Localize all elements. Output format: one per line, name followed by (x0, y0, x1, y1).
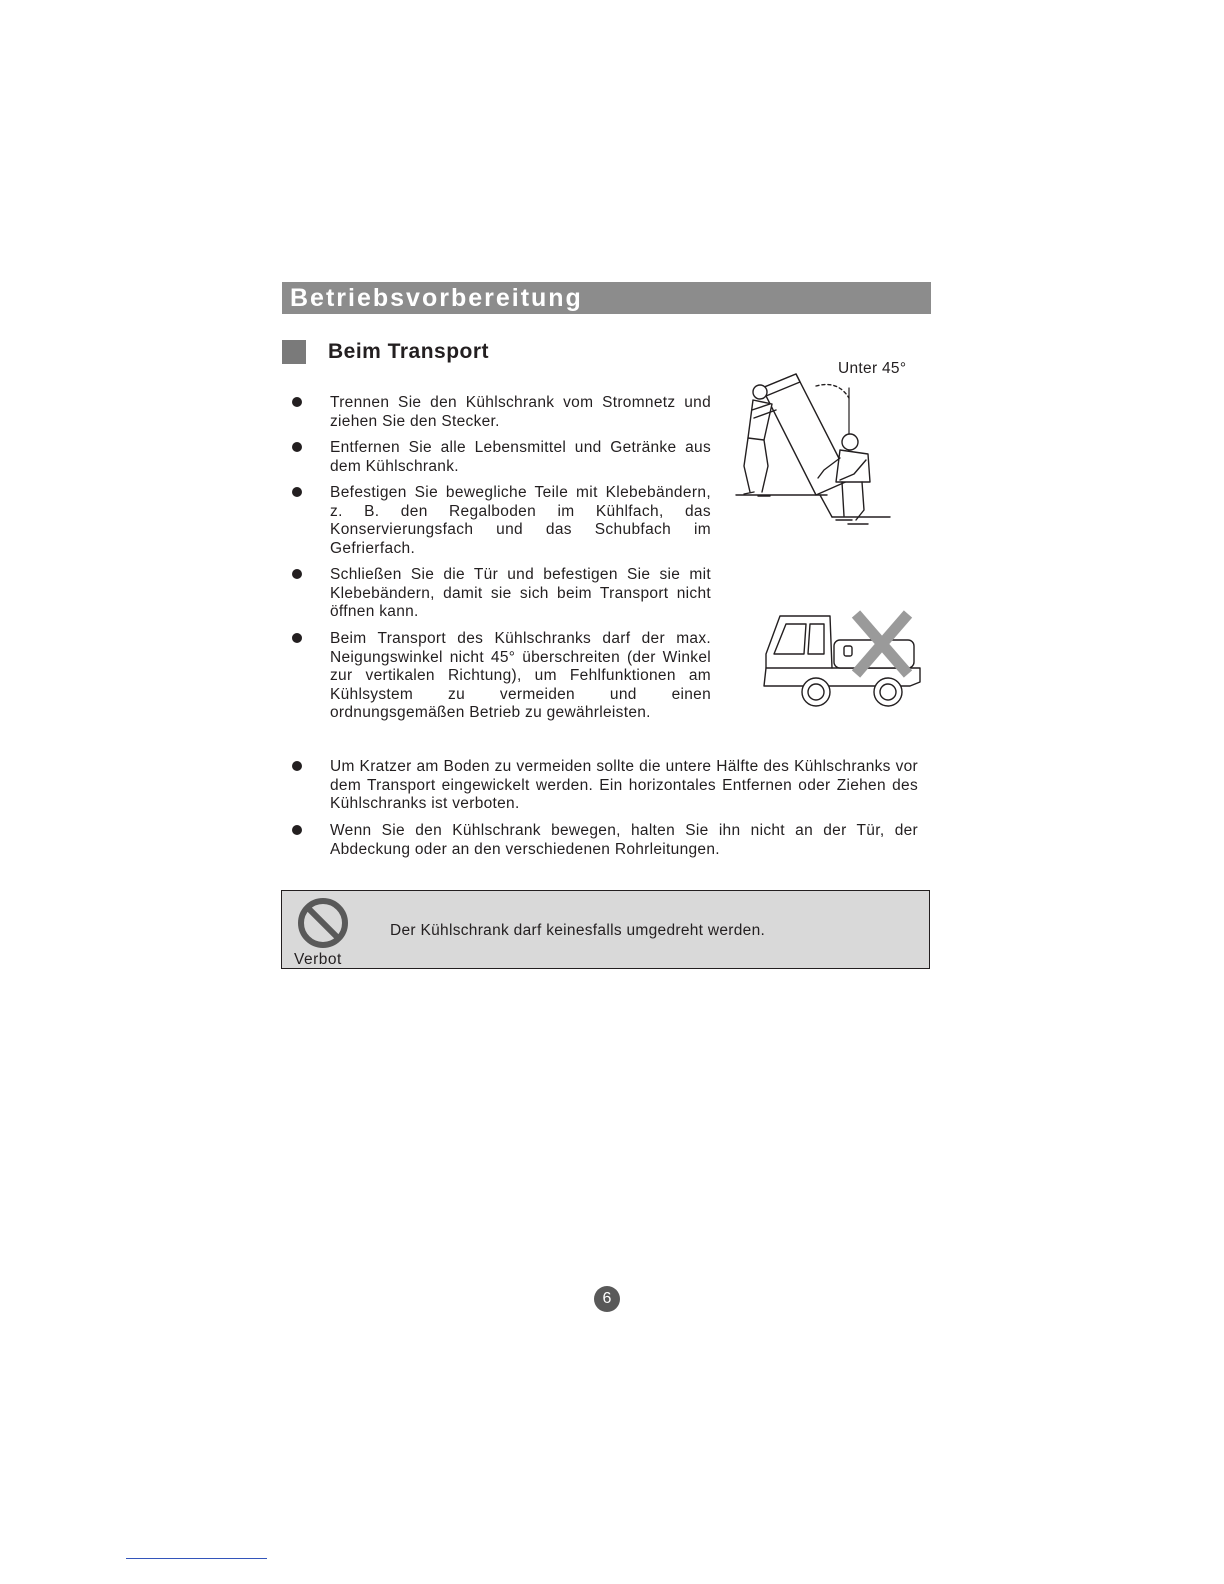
prohibited-icon (296, 896, 350, 950)
bullet-7 (292, 825, 302, 835)
list-item: Wenn Sie den Kühlschrank bewegen, halten Sie ihn nicht an der Tür, der Abdeckung oder an den verschiedenen Rohrleitungen. (330, 822, 918, 858)
bullet-4 (292, 569, 302, 579)
prohibition-box (281, 890, 930, 969)
bullet-3 (292, 487, 302, 497)
truck-lying-fridge-illustration (760, 608, 925, 713)
angle-label: Unter 45° (838, 360, 907, 377)
list-item: Um Kratzer am Boden zu vermeiden sollte die untere Hälfte des Kühlschranks vor dem Transport eingewickelt werden. Ein horizontales Entfernen oder Ziehen des Kühlschranks ist verboten. (330, 758, 918, 813)
bullet-6 (292, 761, 302, 771)
bullet-5 (292, 633, 302, 643)
bullet-1 (292, 397, 302, 407)
list-item: Befestigen Sie bewegliche Teile mit Klebebändern, z. B. den Regalboden im Kühlfach, das Konservierungsfach und das Schubfach im Gefrierfach. (330, 484, 711, 557)
section-marker (282, 340, 306, 364)
bullet-2 (292, 442, 302, 452)
section-title: Beim Transport (328, 340, 490, 363)
page-number: 6 (594, 1286, 620, 1312)
list-item: Entfernen Sie alle Lebensmittel und Getränke aus dem Kühlschrank. (330, 439, 711, 475)
prohibition-caption: Verbot (294, 951, 342, 968)
prohibition-text: Der Kühlschrank darf keinesfalls umgedreht werden. (390, 922, 766, 939)
carrying-fridge-illustration (732, 370, 902, 535)
list-item: Schließen Sie die Tür und befestigen Sie sie mit Klebebändern, damit sie sich beim Transport nicht öffnen kann. (330, 566, 711, 621)
chapter-title: Betriebsvorbereitung (282, 282, 931, 314)
footer-rule (126, 1558, 267, 1559)
list-item: Trennen Sie den Kühlschrank vom Stromnetz und ziehen Sie den Stecker. (330, 394, 711, 430)
list-item: Beim Transport des Kühlschranks darf der max. Neigungswinkel nicht 45° überschreiten (der Winkel zur vertikalen Richtung), um Fehlfunktionen am Kühlsystem zu vermeiden und einen ordnungsgemäßen Betrieb zu gewährleisten. (330, 630, 711, 722)
